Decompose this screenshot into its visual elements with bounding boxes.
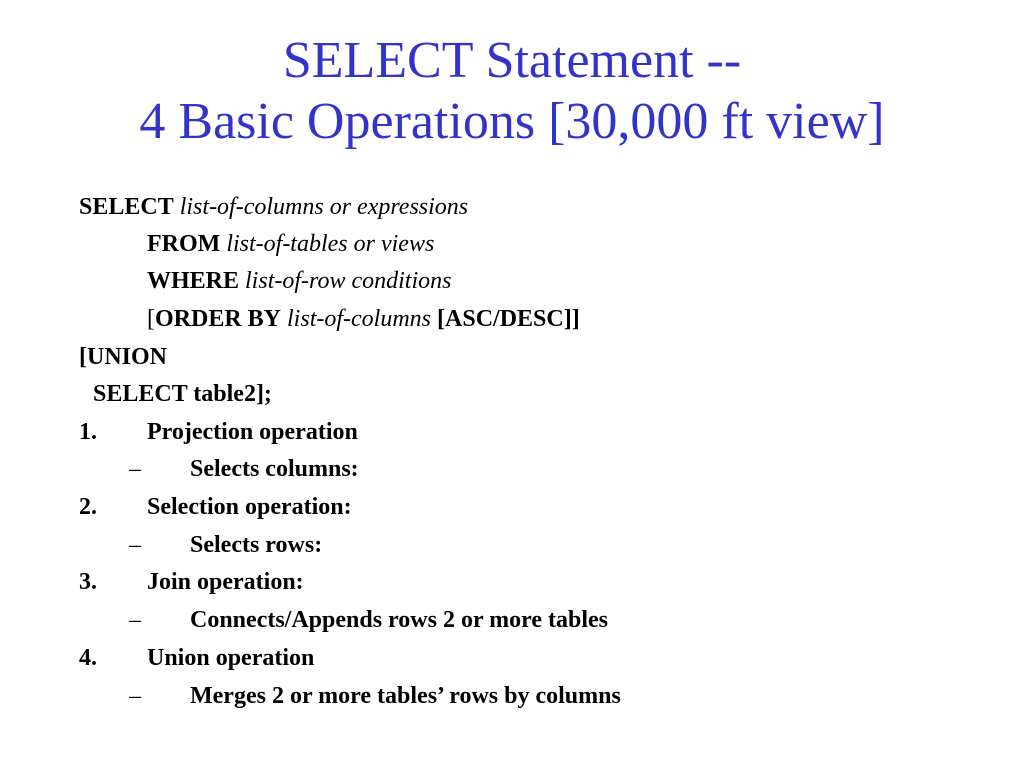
operation-detail-3 [79,605,979,635]
operation-detail-4 [79,681,979,711]
operation-name: Union operation [147,645,315,671]
select-argument: list-of-columns or expressions [179,194,469,220]
dash-bullet: – [129,532,141,558]
title-line-2: 4 Basic Operations [30,000 ft view] [139,93,885,150]
order-argument: list-of-columns [287,306,432,332]
operation-number: 2. [79,494,97,520]
select-keyword: SELECT [79,194,174,220]
operation-detail-1 [79,454,979,484]
operation-detail: Connects/Appends rows 2 or more tables [190,607,609,633]
operation-item-2 [79,492,979,522]
order-tail: [ASC/DESC]] [437,306,580,332]
syntax-union-line: [UNION [79,344,167,370]
title-line-1: SELECT Statement -- [282,32,742,89]
syntax-select-table2-line: SELECT table2]; [93,381,272,407]
operation-detail-2 [79,530,979,560]
slide-title [0,30,1024,152]
operation-name: Selection operation: [147,494,352,520]
operation-name: Projection operation [147,419,358,445]
dash-bullet: – [129,683,141,709]
operation-detail: Selects rows: [190,532,323,558]
syntax-select-line [79,192,468,222]
order-open-bracket: [ [147,306,155,332]
operation-name: Join operation: [147,569,304,595]
operation-detail: Merges 2 or more tables’ rows by columns [190,683,621,709]
operation-number: 1. [79,419,97,445]
operation-item-1 [79,417,979,447]
operation-number: 3. [79,569,97,595]
dash-bullet: – [129,607,141,633]
dash-bullet: – [129,456,141,482]
syntax-from-line [147,229,434,259]
syntax-where-line [147,266,451,296]
order-keyword: ORDER BY [155,306,282,332]
operation-item-3 [79,567,979,597]
where-argument: list-of-row conditions [245,268,452,294]
operation-number: 4. [79,645,97,671]
from-argument: list-of-tables or views [226,231,435,257]
operation-detail: Selects columns: [190,456,359,482]
from-keyword: FROM [147,231,221,257]
where-keyword: WHERE [147,268,240,294]
syntax-order-line [147,304,580,334]
operation-item-4 [79,643,979,673]
